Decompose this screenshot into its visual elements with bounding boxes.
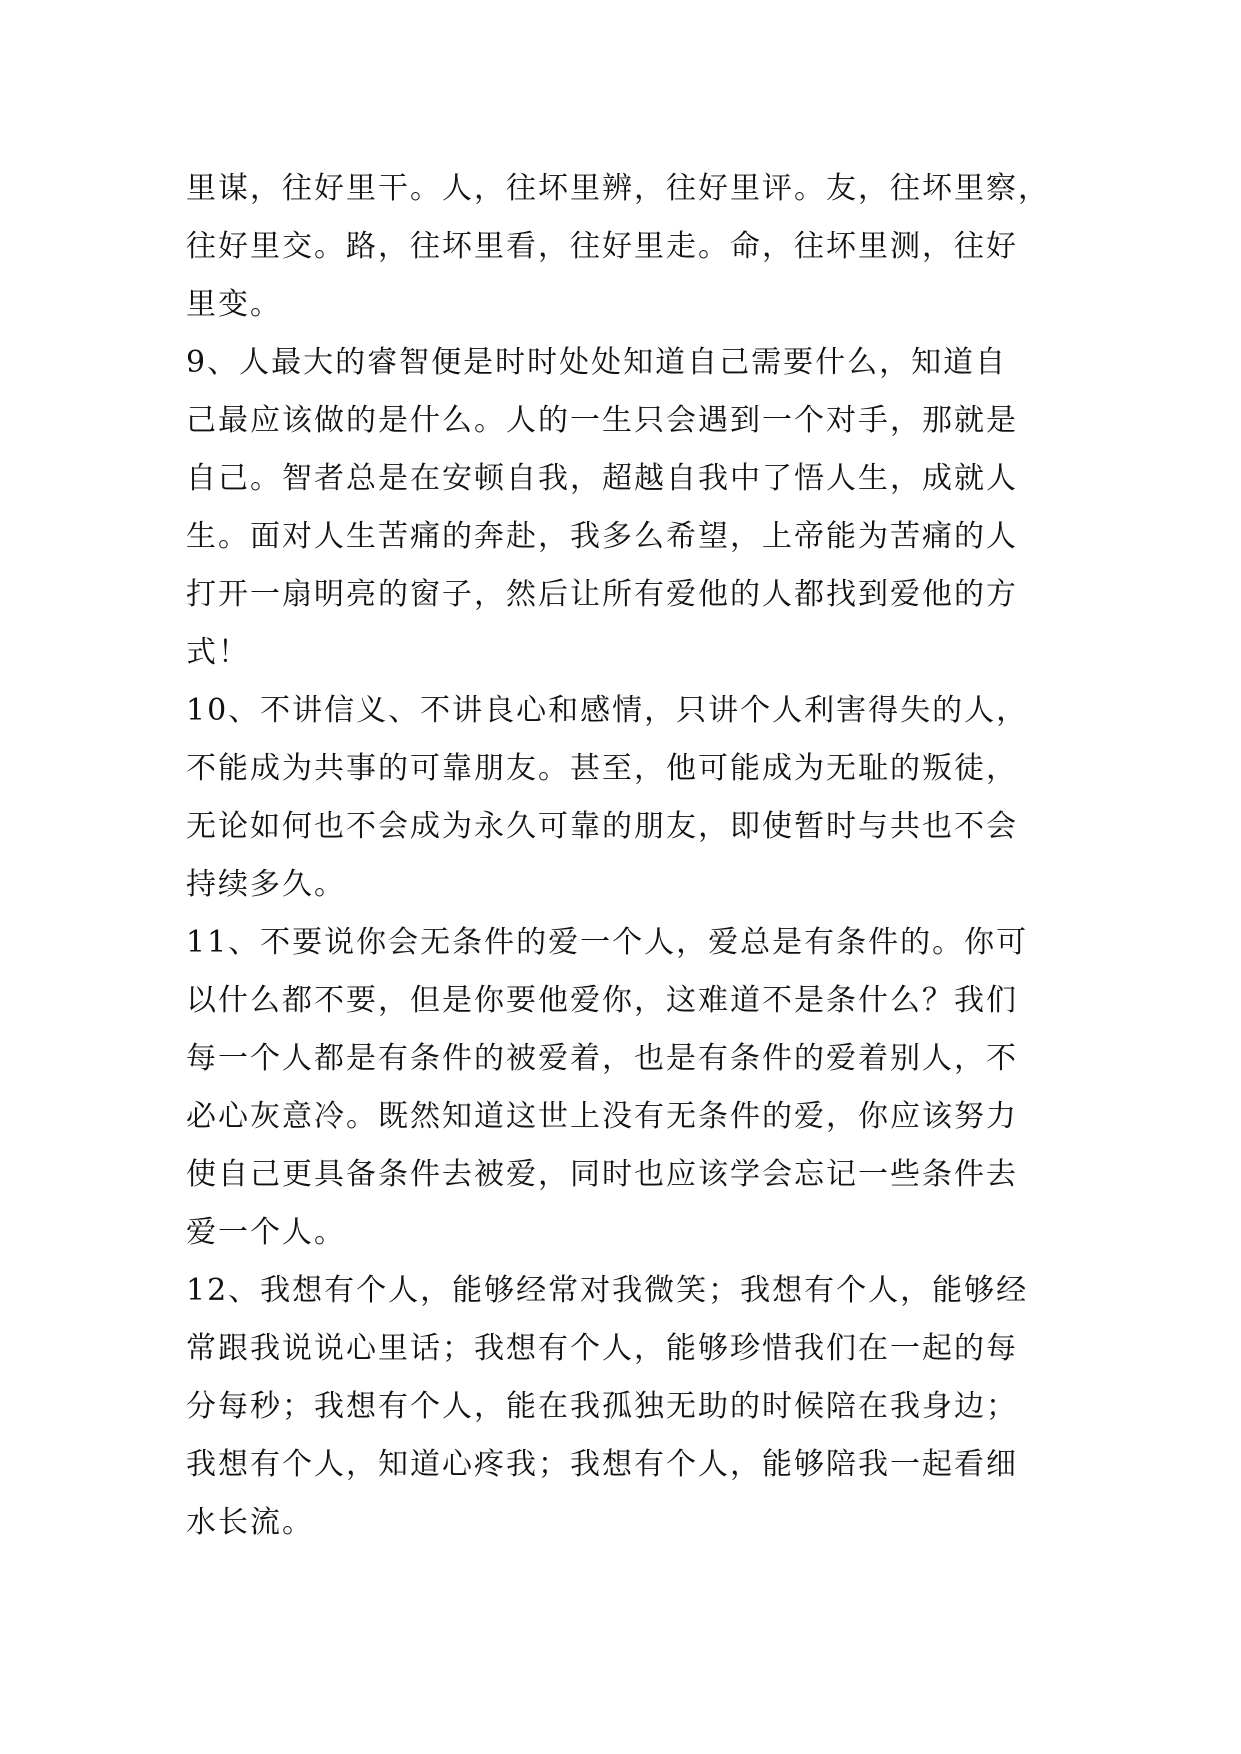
text-line: 以什么都不要，但是你要他爱你，这难道不是条什么？我们 (186, 983, 1018, 1018)
paragraph-item-10 (186, 682, 1058, 914)
text-line: 里谋，往好里干。人，往坏里辨，往好里评。友，往坏里察， (186, 171, 1050, 206)
text-line: 自己。智者总是在安顿自我，超越自我中了悟人生，成就人 (186, 461, 1018, 496)
paragraph-item-12 (186, 1262, 1058, 1552)
text-line: 分每秒；我想有个人，能在我孤独无助的时候陪在我身边； (186, 1389, 1018, 1424)
text-line: 常跟我说说心里话；我想有个人，能够珍惜我们在一起的每 (186, 1331, 1018, 1366)
text-line: 使自己更具备条件去被爱，同时也应该学会忘记一些条件去 (186, 1157, 1018, 1192)
text-line: 水长流。 (186, 1505, 314, 1540)
text-line: 11、不要说你会无条件的爱一个人，爱总是有条件的。你可 (186, 925, 1029, 960)
text-line: 爱一个人。 (186, 1215, 346, 1250)
text-line: 无论如何也不会成为永久可靠的朋友，即使暂时与共也不会 (186, 809, 1018, 844)
text-line: 我想有个人，知道心疼我；我想有个人，能够陪我一起看细 (186, 1447, 1018, 1482)
text-line: 持续多久。 (186, 867, 346, 902)
paragraph-item-9 (186, 334, 1058, 682)
paragraph-continuation (186, 160, 1058, 334)
text-line: 打开一扇明亮的窗子，然后让所有爱他的人都找到爱他的方 (186, 577, 1018, 612)
paragraph-item-11 (186, 914, 1058, 1262)
text-line: 9、人最大的睿智便是时时处处知道自己需要什么，知道自 (186, 345, 1008, 380)
text-line: 每一个人都是有条件的被爱着，也是有条件的爱着别人，不 (186, 1041, 1018, 1076)
text-line: 式！ (186, 635, 250, 670)
text-line: 生。面对人生苦痛的奔赴，我多么希望，上帝能为苦痛的人 (186, 519, 1018, 554)
text-line: 12、我想有个人，能够经常对我微笑；我想有个人，能够经 (186, 1273, 1029, 1308)
text-line: 己最应该做的是什么。人的一生只会遇到一个对手，那就是 (186, 403, 1018, 438)
text-line: 往好里交。路，往坏里看，往好里走。命，往坏里测，往好 (186, 229, 1018, 264)
text-line: 10、不讲信义、不讲良心和感情，只讲个人利害得失的人， (186, 693, 1029, 728)
text-line: 必心灰意冷。既然知道这世上没有无条件的爱，你应该努力 (186, 1099, 1018, 1134)
text-line: 里变。 (186, 287, 282, 322)
text-line: 不能成为共事的可靠朋友。甚至，他可能成为无耻的叛徒， (186, 751, 1018, 786)
document-body (186, 160, 1058, 1552)
